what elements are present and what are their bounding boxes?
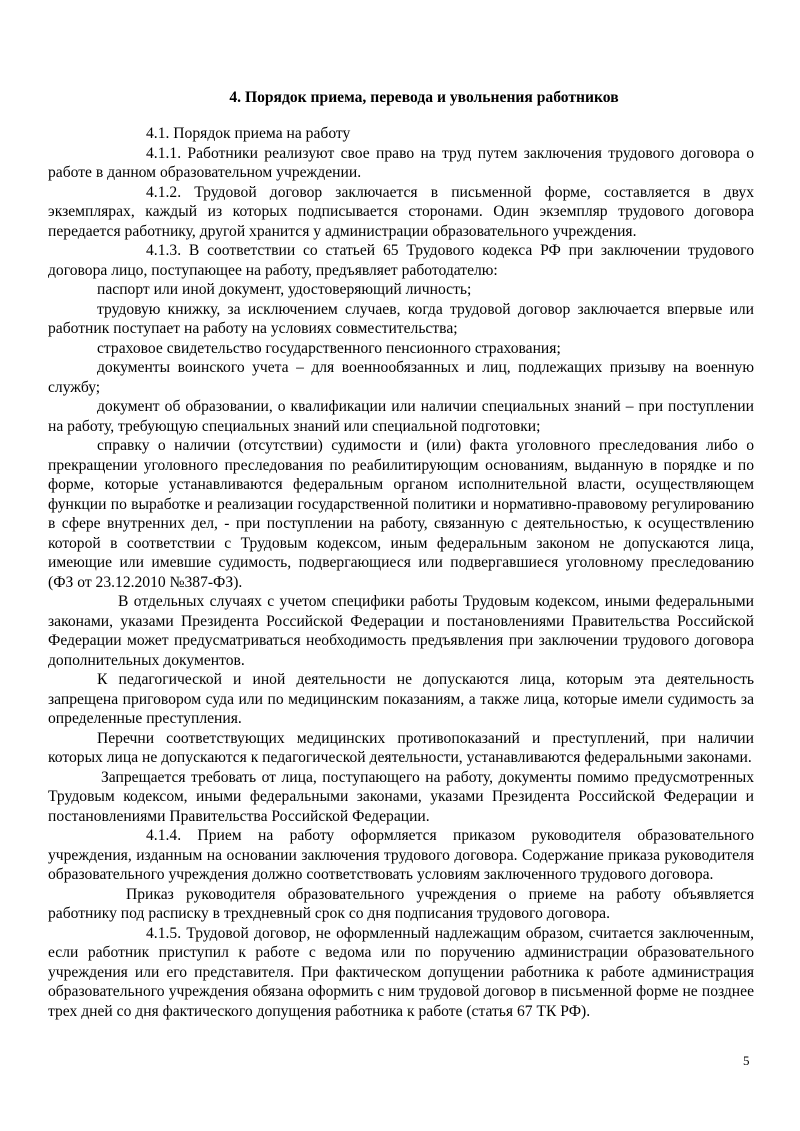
- paragraph: К педагогической и иной деятельности не допускаются лица, которым эта деятельность запрещена приговором суда или по медицинским показаниям, а также лица, которые имели судимость за определенные преступления.: [48, 671, 754, 727]
- list-item: документ об образовании, о квалификации или наличии специальных знаний – при поступлении на работу, требующую специальных знаний или специальной подготовки;: [48, 398, 754, 435]
- page-number: 5: [743, 1053, 750, 1068]
- paragraph: 4.1.5. Трудовой договор, не оформленный надлежащим образом, считается заключенным, если работник приступил к работе с ведома или по поручению администрации образовательного учреждения или его представителя. При фактическом допущении работника к работе администрация образовательного учреждения обязана оформить с ним трудовой договор в письменной форме не позднее трех дней со дня фактического допущения работника к работе (статья 67 ТК РФ).: [48, 924, 754, 1020]
- paragraph: Перечни соответствующих медицинских противопоказаний и преступлений, при наличии которых лица не допускаются к педагогической деятельности, устанавливаются федеральными законами.: [48, 729, 754, 766]
- paragraph: 4.1.3. В соответствии со статьей 65 Трудового кодекса РФ при заключении трудового договора лицо, поступающее на работу, предъявляет работодателю:: [48, 242, 754, 279]
- paragraph: Запрещается требовать от лица, поступающего на работу, документы помимо предусмотренных Трудовым кодексом, иными федеральными законами, указами Президента Российской Федерации и постановлениями Правительства Российской Федерации.: [48, 768, 754, 825]
- list-item: трудовую книжку, за исключением случаев, когда трудовой договор заключается впервые или работник поступает на работу на условиях совместительства;: [48, 300, 754, 337]
- section-heading: 4. Порядок приема, перевода и увольнения работников: [229, 89, 619, 106]
- paragraph: 4.1.1. Работники реализуют свое право на труд путем заключения трудового договора о работе в данном образовательном учреждении.: [48, 144, 754, 181]
- subsection-title: 4.1. Порядок приема на работу: [146, 125, 351, 142]
- list-item: страховое свидетельство государственного пенсионного страхования;: [97, 339, 561, 357]
- list-item: документы воинского учета – для военнообязанных и лиц, подлежащих призыву на военную службу;: [48, 359, 754, 396]
- paragraph: 4.1.4. Прием на работу оформляется приказом руководителя образовательного учреждения, изданным на основании заключения трудового договора. Содержание приказа руководителя образовательного учреждения должно соответствовать условиям заключенного трудового договора.: [48, 827, 754, 883]
- list-item: паспорт или иной документ, удостоверяющий личность;: [97, 281, 472, 298]
- paragraph: Приказ руководителя образовательного учреждения о приеме на работу объявляется работнику под расписку в трехдневный срок со дня подписания трудового договора.: [48, 885, 754, 922]
- paragraph: 4.1.2. Трудовой договор заключается в письменной форме, составляется в двух экземплярах, каждый из которых подписывается сторонами. Один экземпляр трудового договора передается работнику, другой хранится у администрации образовательного учреждения.: [48, 183, 754, 240]
- paragraph: В отдельных случаях с учетом специфики работы Трудовым кодексом, иными федеральными законами, указами Президента Российской Федерации и постановлениями Правительства Российской Федерации может предусматриваться необходимость предъявления при заключении трудового договора дополнительных документов.: [48, 593, 754, 669]
- list-item: справку о наличии (отсутствии) судимости и (или) факта уголовного преследования либо о прекращении уголовного преследования по реабилитирующим основаниям, выданную в порядке и по форме, которые устанавливаются федеральным органом исполнительной власти, осуществляющем функции по выработке и реализации государственной политики и нормативно-правовому регулированию в сфере внутренних дел, - при поступлении на работу, связанную с деятельностью, к осуществлению которой в соответствии с Трудовым кодексом, иным федеральным законом не допускаются лица, имеющие или имевшие судимость, подвергающиеся или подвергавшиеся уголовному преследованию (ФЗ от 23.12.2010 №387-ФЗ).: [48, 437, 754, 591]
- document-body: [48, 124, 754, 1021]
